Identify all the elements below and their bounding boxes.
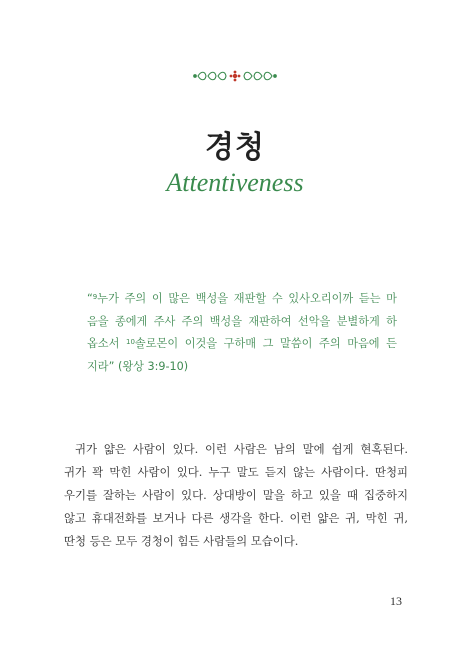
quote-text: 음을 종에게 주사 주의 백성을 재판하여 선악을 분별하게 하 — [87, 314, 397, 328]
floral-divider-svg — [192, 68, 278, 84]
page-title: 경청 — [205, 130, 265, 165]
page-number: 13 — [390, 594, 402, 608]
body-line: 귀가 꽉 막힌 사람이 있다. 누구 말도 듣지 않는 사람이다. 딴청피 — [64, 465, 408, 479]
floral-divider-icon — [0, 66, 470, 86]
quote-line — [87, 288, 397, 311]
body-line: 딴청 등은 모두 경청이 힘든 사람들의 모습이다. — [64, 534, 299, 548]
quote-text: 옵소서 — [87, 337, 126, 350]
body-paragraph — [64, 438, 408, 553]
body-line: 않고 휴대전화를 보거나 다른 생각을 한다. 이런 얇은 귀, 막힌 귀, — [64, 511, 408, 525]
quote-line — [87, 356, 397, 379]
quote-reference: 지라” (왕상 3:9-10) — [87, 359, 189, 373]
page-subtitle: Attentiveness — [166, 168, 304, 197]
verse-number: 9 — [92, 293, 98, 301]
quote-line — [87, 311, 397, 334]
scripture-quote — [87, 288, 397, 378]
body-line: 귀가 얇은 사람이 있다. 이런 사람은 남의 말에 쉽게 현혹된다. — [75, 442, 408, 456]
quote-open-mark: “ — [87, 292, 93, 305]
quote-text: 누가 주의 이 많은 백성을 재판할 수 있사오리이까 듣는 마 — [97, 292, 397, 305]
verse-number: 10 — [125, 338, 135, 346]
body-line: 우기를 잘하는 사람이 있다. 상대방이 말을 하고 있을 때 집중하지 — [64, 488, 408, 502]
quote-line — [87, 333, 397, 356]
quote-text: 솔로몬이 이것을 구하매 그 말씀이 주의 마음에 든 — [134, 337, 397, 350]
